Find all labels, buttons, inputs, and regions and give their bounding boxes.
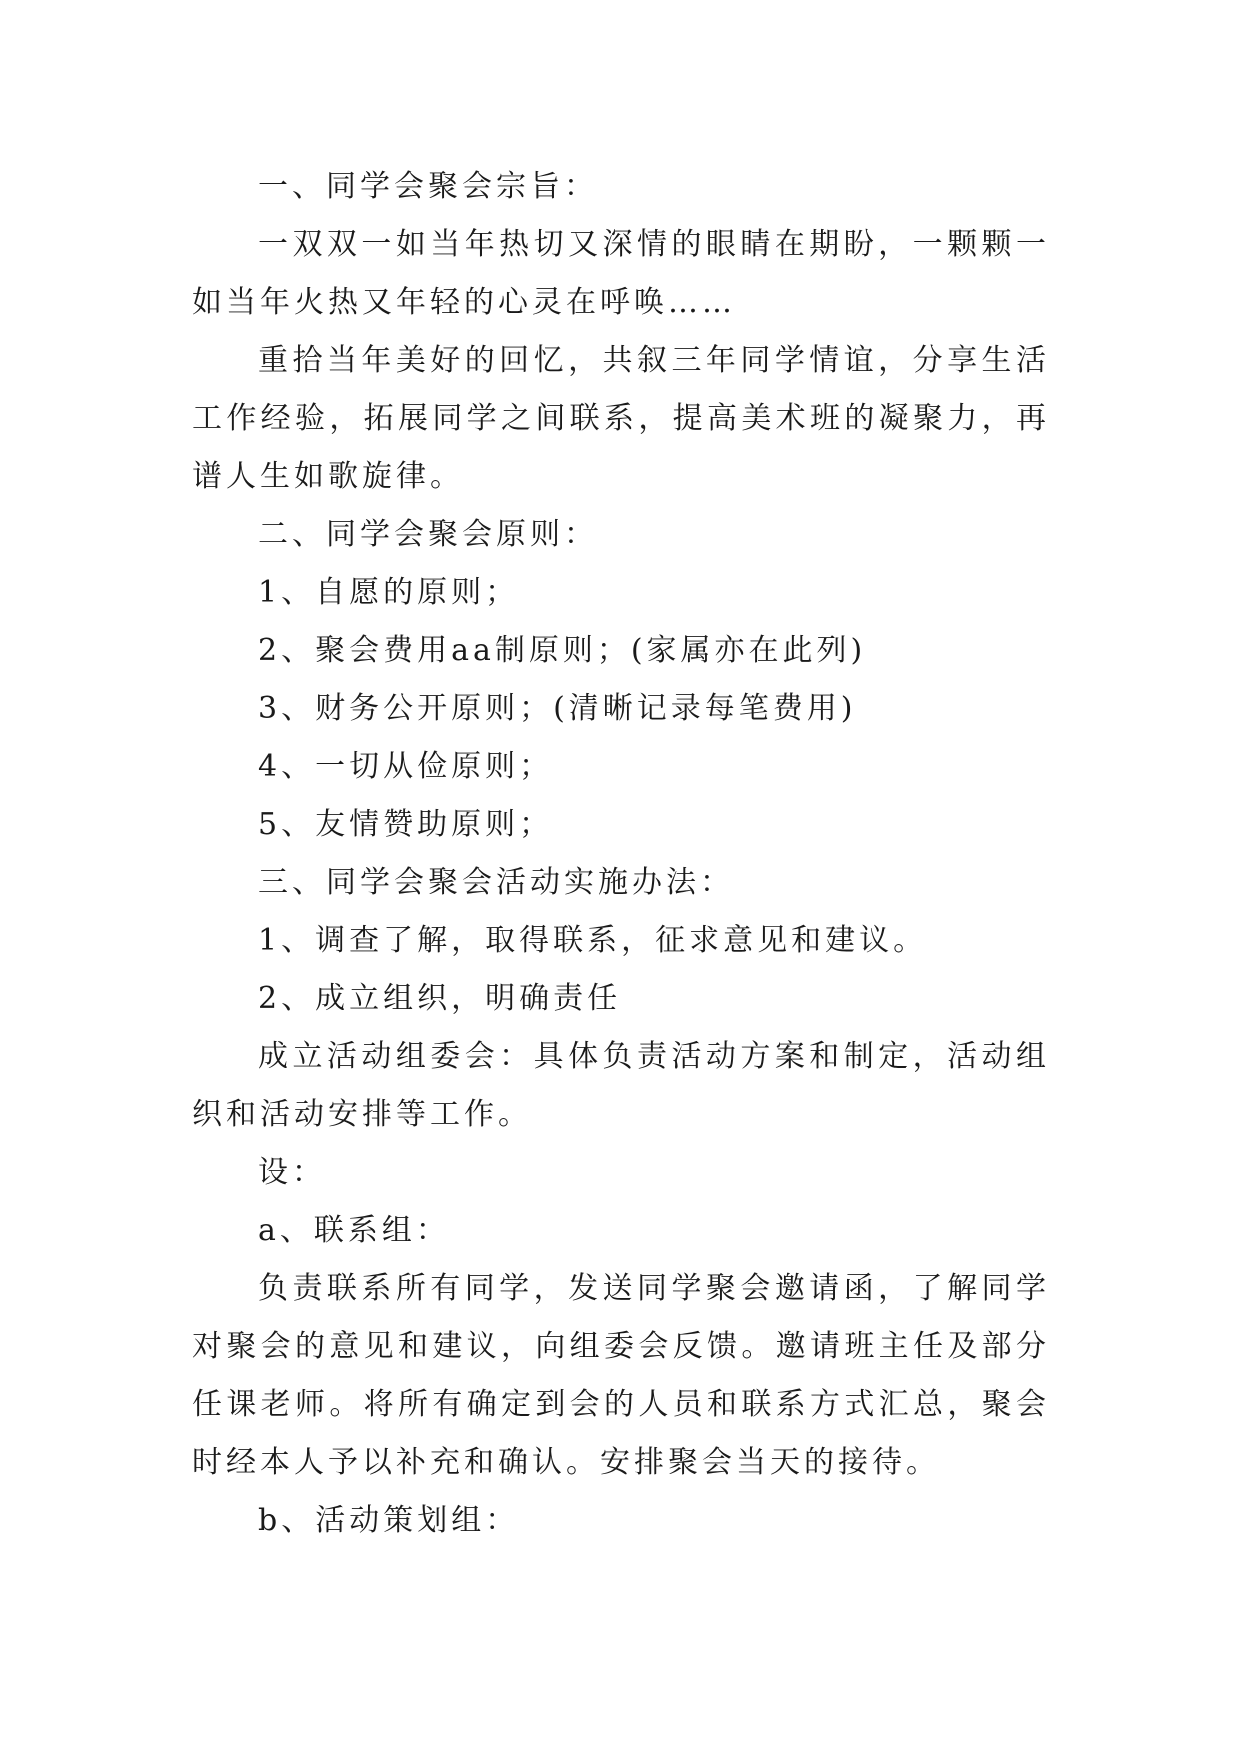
group-heading-planning: b、活动策划组： bbox=[258, 1503, 520, 1538]
method-item-1: 1、调查了解，取得联系，征求意见和建议。 bbox=[258, 923, 928, 958]
principle-item-3: 3、财务公开原则；(清晰记录每笔费用) bbox=[258, 691, 857, 726]
group-heading-contact: a、联系组： bbox=[258, 1213, 450, 1248]
principle-item-5: 5、友情赞助原则； bbox=[258, 807, 554, 842]
paragraph-committee: 成立活动组委会：具体负责活动方案和制定，活动组织和活动安排等工作。 bbox=[192, 1039, 1050, 1132]
paragraph-purpose-intro: 一双双一如当年热切又深情的眼睛在期盼，一颗颗一如当年火热又年轻的心灵在呼唤…… bbox=[192, 227, 1050, 320]
document-body bbox=[192, 158, 1050, 1550]
principle-item-4: 4、一切从俭原则； bbox=[258, 749, 554, 784]
paragraph-purpose-detail: 重拾当年美好的回忆，共叙三年同学情谊，分享生活工作经验，拓展同学之间联系，提高美术班的凝聚力，再谱人生如歌旋律。 bbox=[192, 343, 1050, 494]
section-heading-methods: 三、同学会聚会活动实施办法： bbox=[258, 865, 734, 900]
principle-item-2: 2、聚会费用aa制原则；(家属亦在此列) bbox=[258, 633, 867, 668]
section-heading-principles: 二、同学会聚会原则： bbox=[258, 517, 598, 552]
section-heading-purpose: 一、同学会聚会宗旨： bbox=[258, 169, 598, 204]
paragraph-setup: 设： bbox=[258, 1155, 326, 1190]
principle-item-1: 1、自愿的原则； bbox=[258, 575, 520, 610]
paragraph-contact-duties: 负责联系所有同学，发送同学聚会邀请函，了解同学对聚会的意见和建议，向组委会反馈。邀请班主任及部分任课老师。将所有确定到会的人员和联系方式汇总，聚会时经本人予以补充和确认。安排聚会当天的接待。 bbox=[192, 1271, 1050, 1480]
method-item-2: 2、成立组织，明确责任 bbox=[258, 981, 622, 1016]
